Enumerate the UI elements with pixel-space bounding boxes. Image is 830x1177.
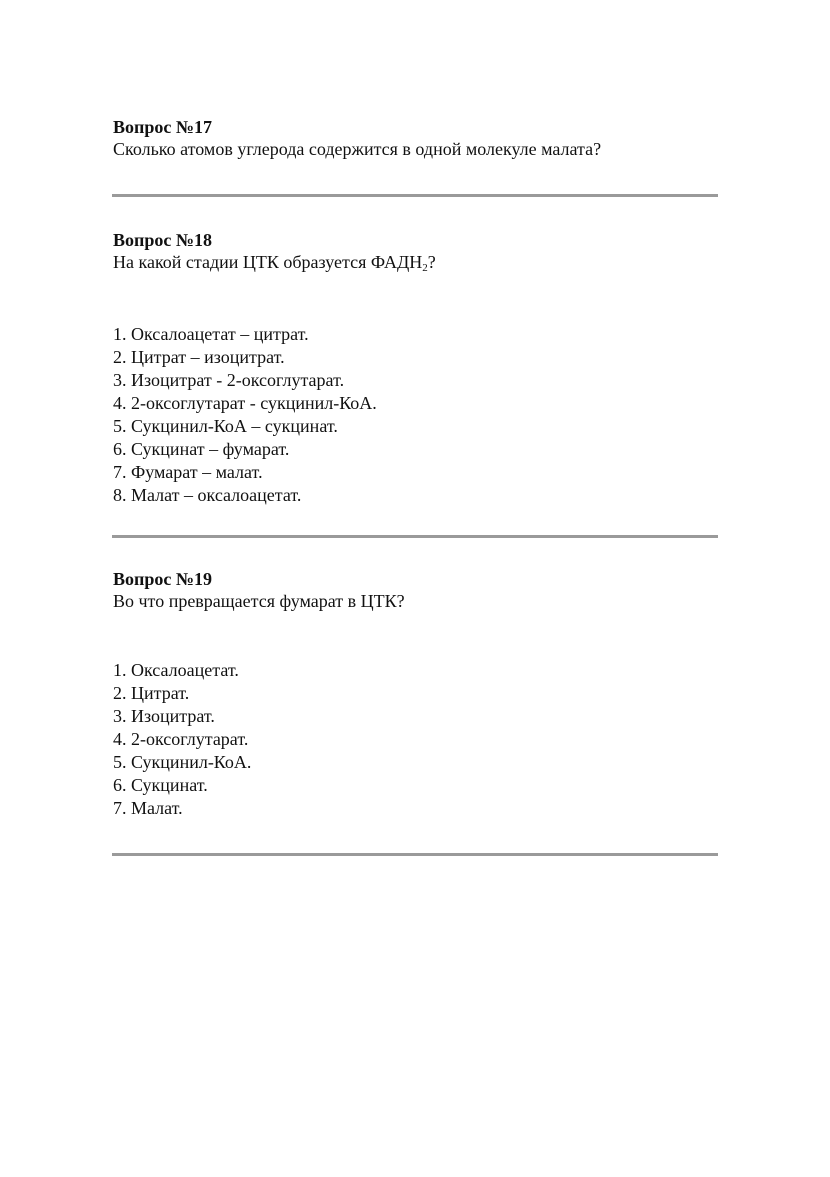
question-17 — [113, 116, 723, 160]
answer-list — [113, 659, 723, 820]
question-19 — [113, 568, 723, 820]
answer-option: 6. Сукцинат. — [113, 775, 208, 795]
answer-option: 7. Малат. — [113, 798, 183, 818]
answer-option: 3. Изоцитрат - 2-оксоглутарат. — [113, 370, 345, 390]
question-text-main: На какой стадии ЦТК образуется ФАДН — [113, 252, 423, 272]
answer-list — [113, 323, 723, 507]
divider — [112, 535, 718, 538]
answer-option: 6. Сукцинат – фумарат. — [113, 439, 290, 459]
answer-option: 8. Малат – оксалоацетат. — [113, 485, 302, 505]
divider — [112, 853, 718, 856]
question-title: Вопрос №18 — [113, 230, 212, 250]
answer-option: 4. 2-оксоглутарат. — [113, 729, 249, 749]
answer-option: 1. Оксалоацетат. — [113, 660, 239, 680]
answer-option: 3. Изоцитрат. — [113, 706, 215, 726]
answer-option: 2. Цитрат. — [113, 683, 190, 703]
question-title: Вопрос №19 — [113, 569, 212, 589]
answer-option: 5. Сукцинил-КоА. — [113, 752, 252, 772]
answer-option: 7. Фумарат – малат. — [113, 462, 263, 482]
question-title: Вопрос №17 — [113, 117, 212, 137]
answer-option: 5. Сукцинил-КоА – сукцинат. — [113, 416, 338, 436]
question-text: Во что превращается фумарат в ЦТК? — [113, 591, 405, 611]
answer-option: 4. 2-оксоглутарат - сукцинил-КоА. — [113, 393, 377, 413]
subscript: 2 — [422, 262, 428, 274]
question-text — [113, 251, 723, 273]
divider — [112, 194, 718, 197]
answer-option: 1. Оксалоацетат – цитрат. — [113, 324, 309, 344]
question-text-end: ? — [427, 252, 436, 272]
answer-option: 2. Цитрат – изоцитрат. — [113, 347, 285, 367]
question-text: Сколько атомов углерода содержится в одной молекуле малата? — [113, 139, 602, 159]
question-18 — [113, 229, 723, 507]
